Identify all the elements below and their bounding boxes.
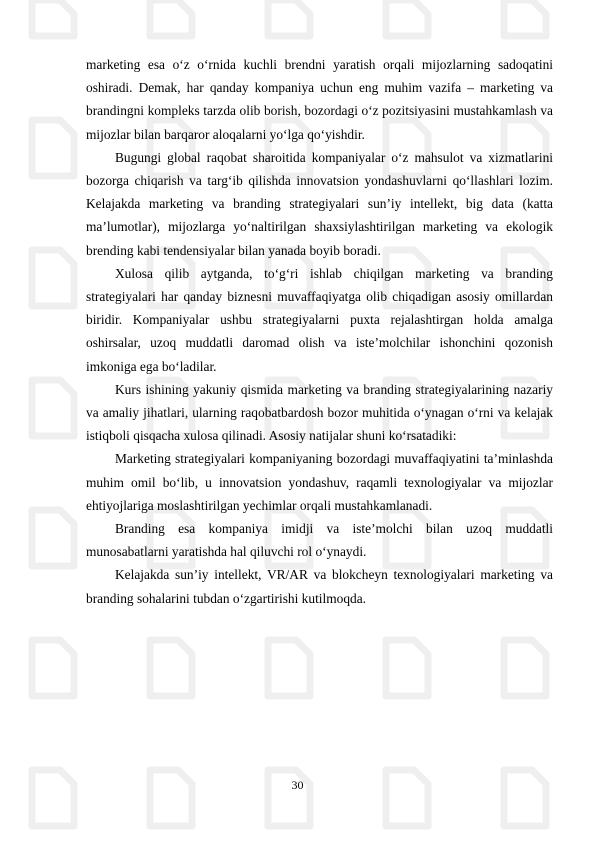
document-body (86, 53, 553, 610)
paragraph-conclusion-summary: Xulosa qilib aytganda, to‘g‘ri ishlab chiqilgan marketing va branding strategiyalari har qanday biznesni muvaffaqiyatga olib chiqadigan asosiy omillardan biridir. Kompaniyalar ushbu strategiyalarni puxta rejalashtirgan holda amalga oshirsalar, uzoq muddatli daromad olish va iste’molchilar ishonchini qozonish imkoniga ega bo‘ladilar. (86, 265, 553, 374)
paragraph-marketing-strategies: Marketing strategiyalari kompaniyaning bozordagi muvaffaqiyatini ta’minlashda muhim omil bo‘lib, u innovatsion yondashuv, raqamli texnologiyalar va mijozlar ehtiyojlariga moslashtirilgan yechimlar orqali mustahkamlanadi. (86, 451, 553, 513)
paragraph-marketing-loyalty: marketing esa o‘z o‘rnida kuchli brendni yaratish orqali mijozlarning sadoqatini oshiradi. Demak, har qanday kompaniya uchun eng muhim vazifa – marketing va brandingni kompleks tarzda olib borish, bozordagi o‘z pozitsiyasini mustahkamlash va mijozlar bilan barqaror aloqalarni yo‘lga qo‘yishdir. (86, 57, 553, 142)
paragraph-future-technologies: Kelajakda sun’iy intellekt, VR/AR va blokcheyn texnologiyalari marketing va branding sohalarini tubdan o‘zgartirishi kutilmoqda. (86, 567, 553, 606)
paragraph-course-results: Kurs ishining yakuniy qismida marketing va branding strategiyalarining nazariy va amaliy jihatlari, ularning raqobatbardosh bozor muhitida o‘ynagan o‘rni va kelajak istiqboli qisqacha xulosa qilinadi. Asosiy natijalar shuni ko‘rsatadiki: (86, 381, 553, 444)
paragraph-branding-role: Branding esa kompaniya imidji va iste’molchi bilan uzoq muddatli munosabatlarni yaratishda hal qiluvchi rol o‘ynaydi. (86, 521, 553, 560)
paragraph-global-competition: Bugungi global raqobat sharoitida kompaniyalar o‘z mahsulot va xizmatlarini bozorga chiqarish va targ‘ib qilishda innovatsion yondashuvlarni qo‘llashlari lozim. Kelajakda marketing va branding strategiyalari sun’iy intellekt, big data (katta ma’lumotlar), mijozlarga yo‘naltirilgan shaxsiylashtirilgan marketing va ekologik brending kabi tendensiyalar bilan yanada boyib boradi. (86, 149, 553, 258)
page-number: 30 (291, 778, 304, 792)
